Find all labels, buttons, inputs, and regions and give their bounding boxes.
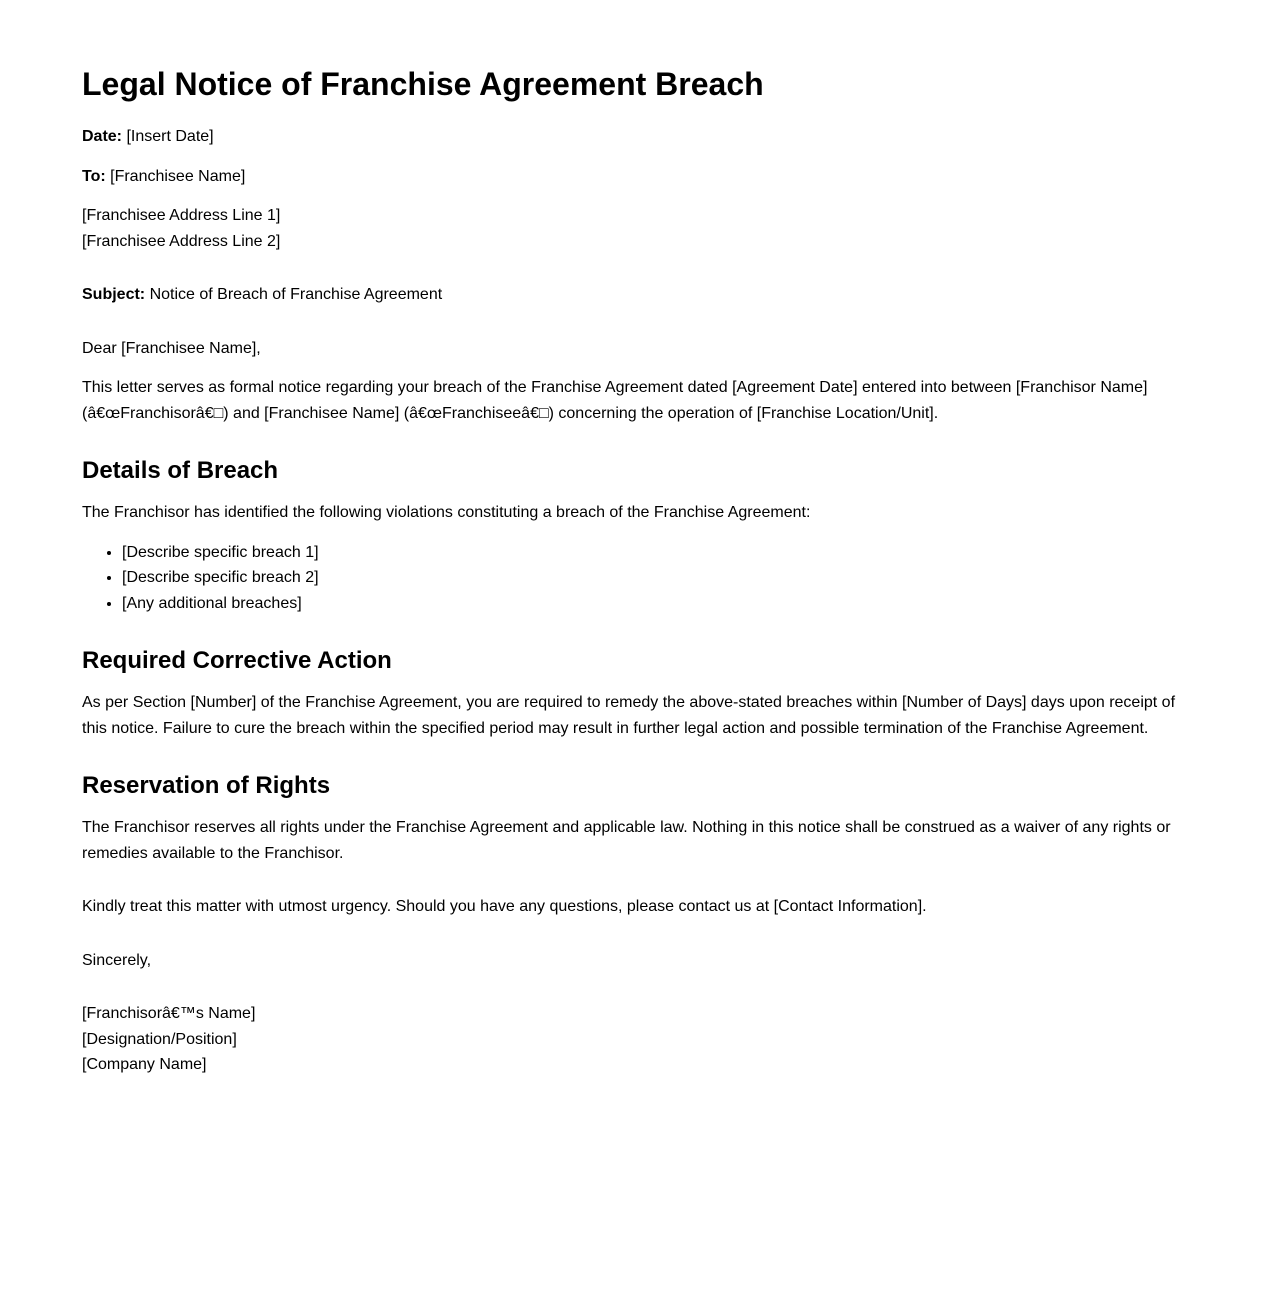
intro-paragraph: This letter serves as formal notice regarding your breach of the Franchise Agreement dated [Agreement Date] entered into between [Franchisor Name] (â€œFranchisorâ€□) and [Franchisee Name] (â€œFranchiseeâ€□) concerning the operation of [Franchise Location/Unit]. <box>82 379 1148 422</box>
signature-designation: [Designation/Position] <box>82 1030 237 1048</box>
date-value: [Insert Date] <box>122 128 214 145</box>
details-text: The Franchisor has identified the following violations constituting a breach of the Franchise Agreement: <box>82 504 811 521</box>
list-item: • [Any additional breaches] <box>122 591 1192 617</box>
corrective-text: As per Section [Number] of the Franchise Agreement, you are required to remedy the above-stated breaches within [Number of Days] days upon receipt of this notice. Failure to cure the breach within the specified period may result in further legal action and possible termination of the Franchise Agreement. <box>82 694 1176 737</box>
subject-line <box>82 282 1192 308</box>
subject-value: Notice of Breach of Franchise Agreement <box>145 286 443 303</box>
to-label: To: <box>82 167 106 185</box>
signature-company: [Company Name] <box>82 1056 207 1073</box>
subject-label: Subject: <box>82 286 146 303</box>
address-block <box>82 203 1192 254</box>
to-line <box>82 164 1192 190</box>
page-title: Legal Notice of Franchise Agreement Breach <box>82 66 764 102</box>
signature-block <box>82 1001 1192 1078</box>
closing-text: Kindly treat this matter with utmost urgency. Should you have any questions, please contact us at [Contact Information]. <box>82 898 927 915</box>
rights-heading: Reservation of Rights <box>82 772 331 799</box>
list-item: • [Describe specific breach 2] <box>122 565 1192 591</box>
address-line-1: [Franchisee Address Line 1] <box>82 207 281 224</box>
rights-text: The Franchisor reserves all rights under the Franchise Agreement and applicable law. Nothing in this notice shall be construed as a waiver of any rights or remedies available to the Franchisor. <box>82 819 1171 862</box>
date-label: Date: <box>82 128 123 145</box>
breach-list <box>82 540 1192 617</box>
to-value: [Franchisee Name] <box>105 167 246 185</box>
signature-name: [Franchisorâ€™s Name] <box>82 1005 256 1022</box>
document <box>82 64 1192 1092</box>
signoff: Sincerely, <box>82 951 152 969</box>
salutation: Dear [Franchisee Name], <box>82 339 261 357</box>
corrective-heading: Required Corrective Action <box>82 647 392 674</box>
address-line-2: [Franchisee Address Line 2] <box>82 232 281 250</box>
date-line <box>82 124 1192 150</box>
list-item: • [Describe specific breach 1] <box>122 540 1192 566</box>
details-heading: Details of Breach <box>82 457 279 484</box>
